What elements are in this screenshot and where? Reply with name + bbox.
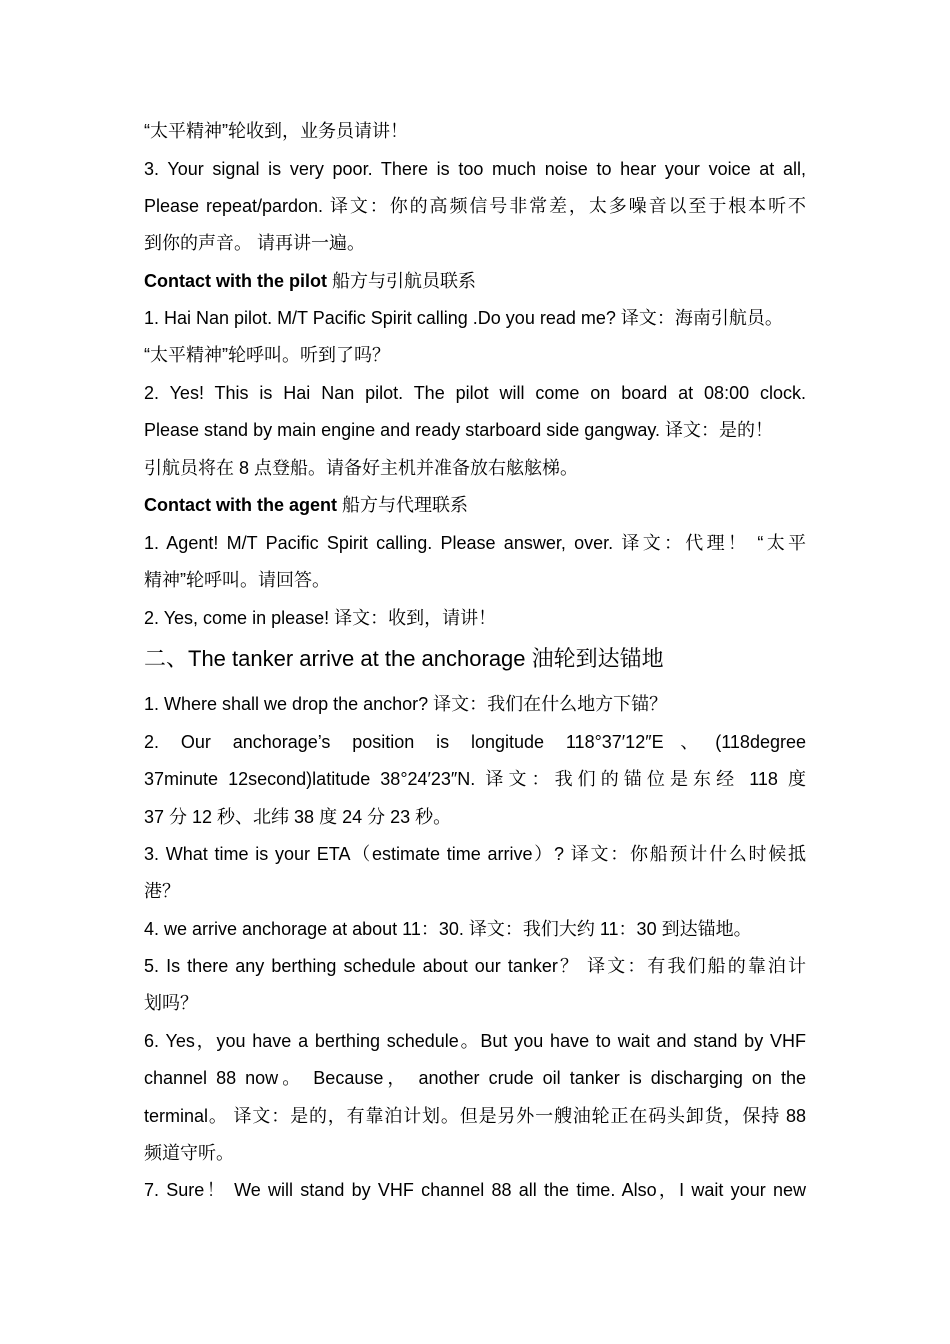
section-heading-en: Contact with the agent: [144, 495, 337, 515]
text-line: 4. we arrive anchorage at about 11：30. 译文：我们大约 11：30 到达锚地。: [144, 919, 752, 939]
section-heading-agent: [144, 491, 806, 519]
text-line: 划吗？: [144, 993, 198, 1013]
chapter-heading: 二、The tanker arrive at the anchorage 油轮到达锚地: [144, 646, 664, 671]
text-line: “太平精神”轮呼叫。听到了吗？: [144, 345, 390, 365]
text-line: “太平精神”轮收到，业务员请讲！: [144, 121, 408, 141]
text-line: 37minute 12second)latitude 38°24′23″N. 译文：我们的锚位是东经 118 度: [144, 769, 806, 789]
section-heading-zh: 船方与代理联系: [342, 495, 469, 515]
text-line: 港？: [144, 881, 180, 901]
section-heading-en: Contact with the pilot: [144, 271, 327, 291]
text-line: channel 88 now。 Because， another crude oil tanker is discharging on the: [144, 1068, 806, 1088]
text-line: 1. Hai Nan pilot. M/T Pacific Spirit calling .Do you read me? 译文：海南引航员。: [144, 308, 783, 328]
text-line: Please stand by main engine and ready starboard side gangway. 译文：是的！: [144, 420, 773, 440]
text-line: 7. Sure！ We will stand by VHF channel 88 all the time. Also，I wait your new: [144, 1180, 806, 1200]
section-heading-pilot: [144, 267, 806, 295]
section-heading-zh: 船方与引航员联系: [332, 271, 476, 291]
text-line: 2. Yes! This is Hai Nan pilot. The pilot will come on board at 08:00 clock.: [144, 383, 806, 403]
text-line: 3. What time is your ETA（estimate time arrive）? 译文：你船预计什么时候抵: [144, 844, 806, 864]
text-line: 2. Yes, come in please! 译文：收到，请讲！: [144, 608, 497, 628]
text-line: 精神”轮呼叫。请回答。: [144, 570, 330, 590]
text-line: 2. Our anchorage’s position is longitude 118°37′12″E、(118degree: [144, 732, 806, 752]
text-line: 引航员将在 8 点登船。请备好主机并准备放右舷舷梯。: [144, 458, 579, 478]
text-line: 3. Your signal is very poor. There is too much noise to hear your voice at all,: [144, 159, 806, 179]
text-line: 37 分 12 秒、北纬 38 度 24 分 23 秒。: [144, 807, 452, 827]
text-line: 6. Yes，you have a berthing schedule。But you have to wait and stand by VHF: [144, 1031, 806, 1051]
text-line: 到你的声音。 请再讲一遍。: [144, 233, 365, 253]
text-line: Please repeat/pardon. 译文：你的高频信号非常差，太多噪音以至于根本听不: [144, 196, 806, 216]
text-line: 1. Where shall we drop the anchor? 译文：我们在什么地方下锚？: [144, 694, 668, 714]
text-line: 5. Is there any berthing schedule about our tanker？ 译文：有我们船的靠泊计: [144, 956, 806, 976]
text-line: 1. Agent! M/T Pacific Spirit calling. Please answer, over. 译文：代理！ “太平: [144, 533, 806, 553]
text-line: terminal。 译文：是的，有靠泊计划。但是另外一艘油轮正在码头卸货，保持 88: [144, 1106, 806, 1126]
text-line: 频道守听。: [144, 1143, 234, 1163]
